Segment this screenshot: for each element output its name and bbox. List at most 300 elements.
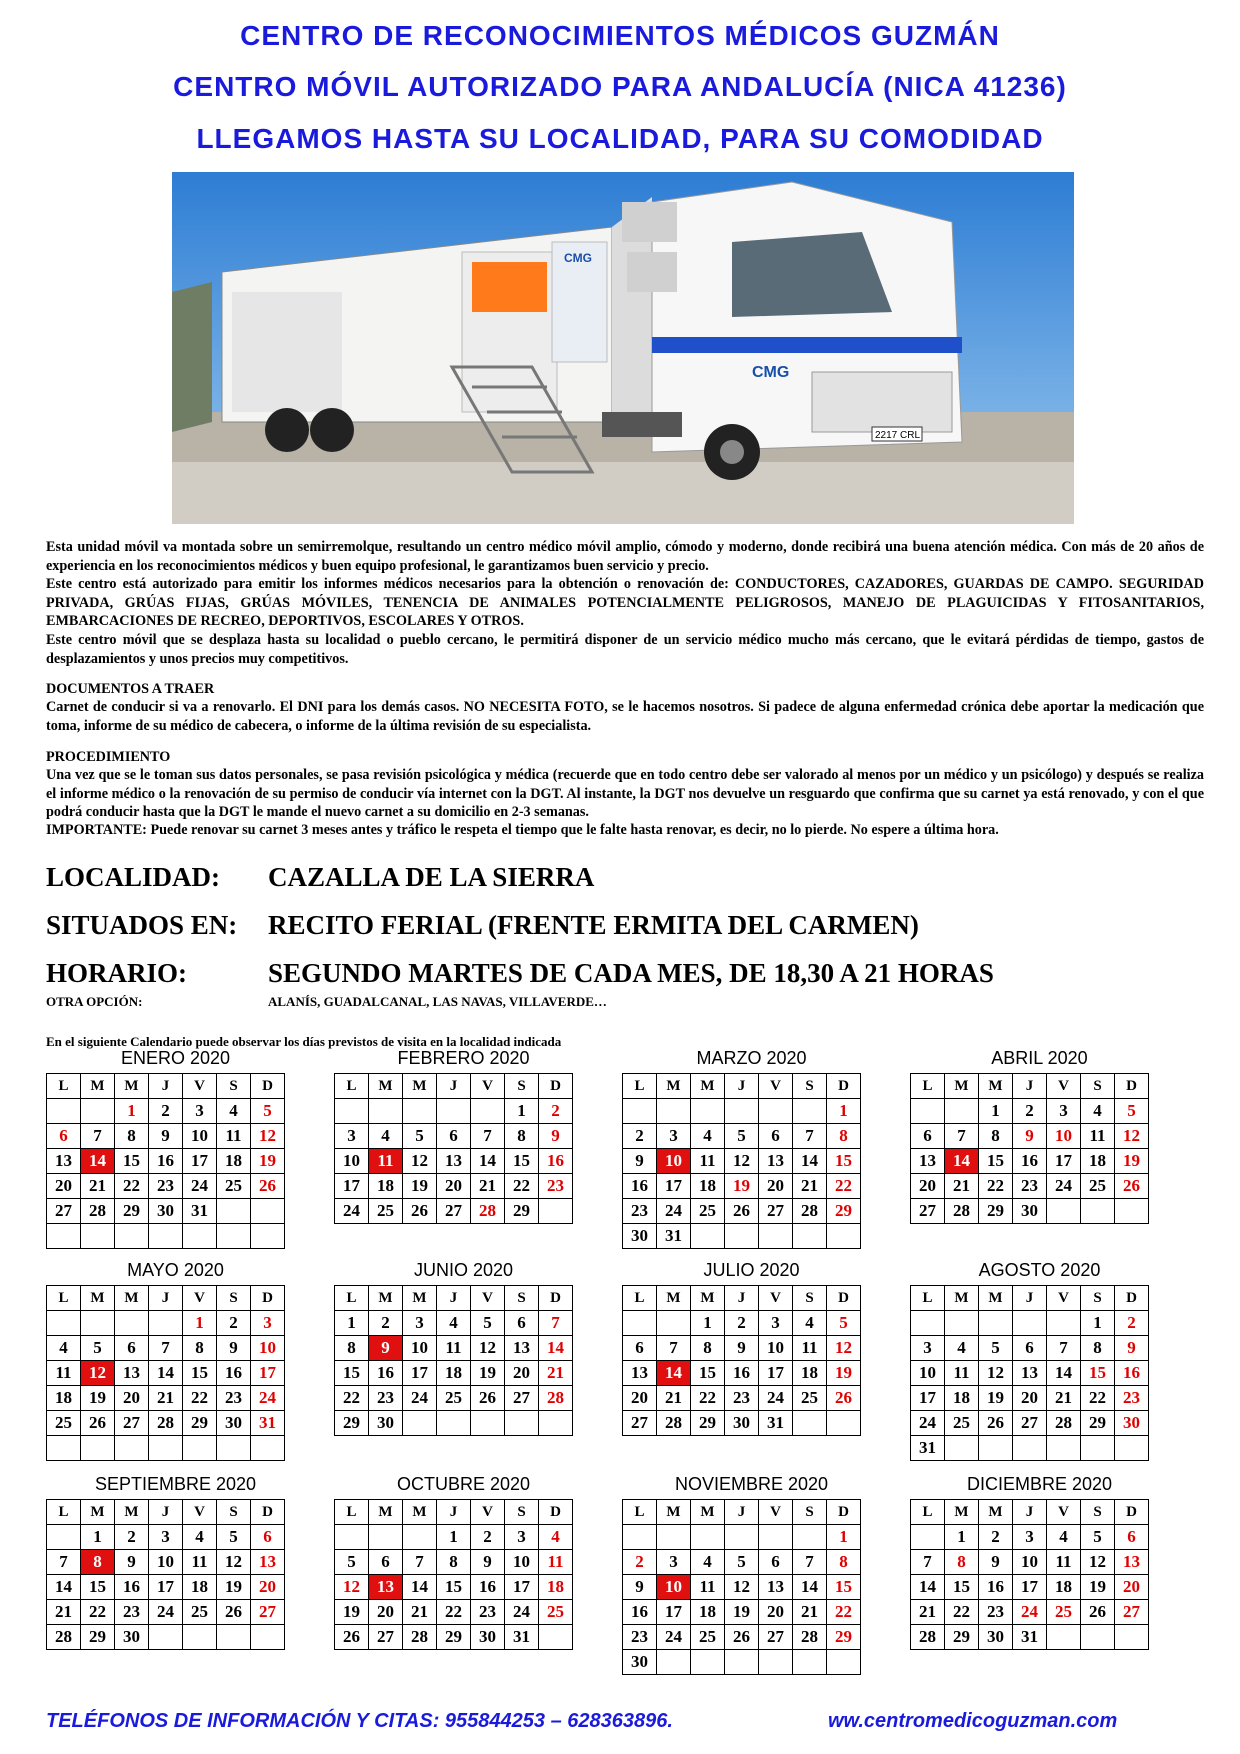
weekday-header: S (217, 1286, 251, 1311)
day-cell: 26 (217, 1600, 251, 1625)
localidad-label: LOCALIDAD: (46, 862, 221, 892)
day-cell: 20 (115, 1386, 149, 1411)
truck-plate: 2217 CRL (875, 430, 921, 441)
day-cell: 4 (183, 1525, 217, 1550)
day-cell: 2 (979, 1525, 1013, 1550)
day-cell: 4 (691, 1550, 725, 1575)
day-cell: 6 (437, 1124, 471, 1149)
day-cell: 2 (623, 1550, 657, 1575)
day-cell: 16 (471, 1575, 505, 1600)
day-cell: 5 (403, 1124, 437, 1149)
weekday-header: M (657, 1074, 691, 1099)
day-cell: 26 (81, 1411, 115, 1436)
day-cell: 22 (827, 1174, 861, 1199)
weekday-header: J (725, 1500, 759, 1525)
weekday-header: M (115, 1500, 149, 1525)
day-cell: 11 (217, 1124, 251, 1149)
weekday-header: M (403, 1500, 437, 1525)
visit-day-cell: 10 (657, 1575, 691, 1600)
weekday-header: S (1081, 1500, 1115, 1525)
day-cell: 13 (911, 1149, 945, 1174)
weekday-header: M (945, 1074, 979, 1099)
day-cell: 27 (437, 1199, 471, 1224)
day-cell: 30 (115, 1625, 149, 1650)
day-cell: 4 (437, 1311, 471, 1336)
day-cell: 8 (335, 1336, 369, 1361)
empty-day-cell (437, 1411, 471, 1436)
weekday-header: M (979, 1074, 1013, 1099)
svg-text:CMG: CMG (752, 364, 790, 381)
empty-day-cell (1013, 1436, 1047, 1461)
day-cell: 11 (1081, 1124, 1115, 1149)
weekday-header: J (149, 1074, 183, 1099)
day-cell: 29 (1081, 1411, 1115, 1436)
month-grid (334, 1499, 573, 1650)
day-cell: 6 (1115, 1525, 1149, 1550)
weekday-header: M (657, 1500, 691, 1525)
day-cell: 22 (335, 1386, 369, 1411)
weekday-header: V (183, 1074, 217, 1099)
day-cell: 10 (251, 1336, 285, 1361)
day-cell: 20 (1013, 1386, 1047, 1411)
day-cell: 21 (911, 1600, 945, 1625)
intro-paragraph-2: Este centro está autorizado para emitir los informes médicos necesarios para la obtención o renovación de: CONDUCTORES, CAZADORES, GUARDAS DE CAMPO. SEGURIDAD PRIVADA, GRÚAS FIJAS, GRÚAS MÓVILES, TENENCIA DE ANIMALES POTENCIALMENTE PELIGROSOS, MANEJO DE PLAGUICIDAS Y FITOSANITARIOS, EMBARCACIONES DE RECREO, DEPORTIVOS, ESCOLARES Y OTROS. (46, 576, 1204, 629)
day-cell: 16 (115, 1575, 149, 1600)
empty-day-cell (539, 1411, 573, 1436)
day-cell: 14 (911, 1575, 945, 1600)
empty-day-cell (1047, 1436, 1081, 1461)
day-cell: 27 (1013, 1411, 1047, 1436)
footer-website[interactable]: ww.centromedicoguzman.com (828, 1710, 1118, 1732)
month-grid (910, 1073, 1149, 1224)
day-cell: 13 (759, 1149, 793, 1174)
weekday-header: M (403, 1286, 437, 1311)
day-cell: 11 (437, 1336, 471, 1361)
day-cell: 14 (403, 1575, 437, 1600)
day-cell: 20 (759, 1174, 793, 1199)
day-cell: 15 (691, 1361, 725, 1386)
day-cell: 3 (149, 1525, 183, 1550)
empty-day-cell (657, 1311, 691, 1336)
day-cell: 24 (657, 1625, 691, 1650)
day-cell: 6 (251, 1525, 285, 1550)
day-cell: 22 (1081, 1386, 1115, 1411)
weekday-header: D (251, 1500, 285, 1525)
procedimiento-importante: IMPORTANTE: Puede renovar su carnet 3 meses antes y tráfico le respeta el tiempo que le falte hasta renovar, es decir, no lo pierde. No espere a última hora. (46, 822, 999, 838)
day-cell: 30 (217, 1411, 251, 1436)
day-cell: 5 (1115, 1099, 1149, 1124)
day-cell: 14 (471, 1149, 505, 1174)
day-cell: 16 (369, 1361, 403, 1386)
day-cell: 19 (1081, 1575, 1115, 1600)
empty-day-cell (251, 1436, 285, 1461)
weekday-header: L (911, 1500, 945, 1525)
empty-day-cell (1081, 1625, 1115, 1650)
day-cell: 17 (657, 1174, 691, 1199)
visit-day-cell: 12 (81, 1361, 115, 1386)
day-cell: 25 (369, 1199, 403, 1224)
day-cell: 21 (539, 1361, 573, 1386)
day-cell: 23 (149, 1174, 183, 1199)
day-cell: 14 (793, 1575, 827, 1600)
weekday-header: S (793, 1286, 827, 1311)
day-cell: 11 (691, 1149, 725, 1174)
day-cell: 16 (1115, 1361, 1149, 1386)
day-cell: 20 (437, 1174, 471, 1199)
horario-value: SEGUNDO MARTES DE CADA MES, DE 18,30 A 21 HORAS (268, 958, 994, 988)
documentos-title: DOCUMENTOS A TRAER (46, 681, 215, 697)
empty-day-cell (1081, 1199, 1115, 1224)
weekday-header: M (945, 1286, 979, 1311)
day-cell: 13 (505, 1336, 539, 1361)
weekday-header: M (81, 1074, 115, 1099)
day-cell: 20 (251, 1575, 285, 1600)
day-cell: 9 (149, 1124, 183, 1149)
weekday-header: M (691, 1500, 725, 1525)
day-cell: 14 (149, 1361, 183, 1386)
day-cell: 3 (657, 1124, 691, 1149)
weekday-header: D (1115, 1074, 1149, 1099)
weekday-header: L (47, 1074, 81, 1099)
month-grid (334, 1285, 573, 1436)
day-cell: 16 (217, 1361, 251, 1386)
day-cell: 1 (827, 1099, 861, 1124)
day-cell: 23 (115, 1600, 149, 1625)
day-cell: 1 (691, 1311, 725, 1336)
weekday-header: M (81, 1286, 115, 1311)
empty-day-cell (149, 1625, 183, 1650)
day-cell: 14 (539, 1336, 573, 1361)
day-cell: 26 (1115, 1174, 1149, 1199)
empty-day-cell (725, 1099, 759, 1124)
weekday-header: V (471, 1074, 505, 1099)
day-cell: 2 (471, 1525, 505, 1550)
day-cell: 3 (911, 1336, 945, 1361)
day-cell: 17 (1047, 1149, 1081, 1174)
empty-day-cell (827, 1224, 861, 1249)
empty-day-cell (911, 1525, 945, 1550)
day-cell: 7 (793, 1550, 827, 1575)
day-cell: 23 (217, 1386, 251, 1411)
weekday-header: V (759, 1286, 793, 1311)
day-cell: 15 (335, 1361, 369, 1386)
weekday-header: D (539, 1500, 573, 1525)
day-cell: 26 (725, 1199, 759, 1224)
day-cell: 28 (793, 1625, 827, 1650)
weekday-header: V (759, 1074, 793, 1099)
day-cell: 19 (979, 1386, 1013, 1411)
day-cell: 20 (369, 1600, 403, 1625)
day-cell: 28 (403, 1625, 437, 1650)
day-cell: 2 (217, 1311, 251, 1336)
day-cell: 2 (623, 1124, 657, 1149)
day-cell: 2 (1115, 1311, 1149, 1336)
weekday-header: S (793, 1074, 827, 1099)
month-grid (910, 1285, 1149, 1461)
empty-day-cell (623, 1099, 657, 1124)
day-cell: 31 (1013, 1625, 1047, 1650)
weekday-header: M (115, 1286, 149, 1311)
empty-day-cell (691, 1224, 725, 1249)
empty-day-cell (149, 1311, 183, 1336)
weekday-header: V (1047, 1286, 1081, 1311)
day-cell: 13 (1013, 1361, 1047, 1386)
day-cell: 27 (623, 1411, 657, 1436)
weekday-header: M (81, 1500, 115, 1525)
day-cell: 8 (827, 1124, 861, 1149)
empty-day-cell (81, 1436, 115, 1461)
day-cell: 30 (623, 1650, 657, 1675)
visit-day-cell: 14 (81, 1149, 115, 1174)
day-cell: 1 (183, 1311, 217, 1336)
empty-day-cell (217, 1224, 251, 1249)
weekday-header: J (149, 1500, 183, 1525)
day-cell: 3 (657, 1550, 691, 1575)
day-cell: 4 (945, 1336, 979, 1361)
otra-opcion-value: ALANÍS, GUADALCANAL, LAS NAVAS, VILLAVERDE… (268, 994, 607, 1009)
day-cell: 6 (115, 1336, 149, 1361)
day-cell: 23 (725, 1386, 759, 1411)
weekday-header: M (369, 1500, 403, 1525)
weekday-header: M (945, 1500, 979, 1525)
empty-day-cell (47, 1099, 81, 1124)
day-cell: 4 (1047, 1525, 1081, 1550)
weekday-header: L (623, 1500, 657, 1525)
weekday-header: M (369, 1286, 403, 1311)
weekday-header: M (657, 1286, 691, 1311)
day-cell: 26 (1081, 1600, 1115, 1625)
day-cell: 3 (1013, 1525, 1047, 1550)
day-cell: 15 (827, 1149, 861, 1174)
day-cell: 20 (505, 1361, 539, 1386)
header-line-3: LLEGAMOS HASTA SU LOCALIDAD, PARA SU COMODIDAD (196, 123, 1044, 154)
day-cell: 3 (403, 1311, 437, 1336)
day-cell: 31 (759, 1411, 793, 1436)
day-cell: 14 (1047, 1361, 1081, 1386)
day-cell: 1 (1081, 1311, 1115, 1336)
empty-day-cell (47, 1525, 81, 1550)
day-cell: 12 (217, 1550, 251, 1575)
empty-day-cell (793, 1650, 827, 1675)
empty-day-cell (759, 1224, 793, 1249)
weekday-header: V (183, 1500, 217, 1525)
procedimiento-text: Una vez que se le toman sus datos personales, se pasa revisión psicológica y médica (recuerde que en todo centro debe ser valorado al menos por un médico y un psicólogo) y después se realiza el informe médico o la renovación de su permiso de conducir vía internet con la DGT. Al instante, la DGT nos devuelve un resguardo que confirma que su carnet ya está renovado, y con el que podrá conducir hasta que la DGT le mande el nuevo carnet a su domicilio en 2-3 semanas. (46, 767, 1204, 820)
day-cell: 14 (793, 1149, 827, 1174)
day-cell: 11 (539, 1550, 573, 1575)
day-cell: 19 (471, 1361, 505, 1386)
day-cell: 30 (1115, 1411, 1149, 1436)
month-grid (622, 1499, 861, 1675)
day-cell: 29 (183, 1411, 217, 1436)
day-cell: 3 (759, 1311, 793, 1336)
day-cell: 15 (183, 1361, 217, 1386)
day-cell: 23 (1013, 1174, 1047, 1199)
month-title: JULIO 2020 (703, 1260, 800, 1280)
day-cell: 2 (1013, 1099, 1047, 1124)
weekday-header: L (47, 1286, 81, 1311)
day-cell: 13 (115, 1361, 149, 1386)
day-cell: 24 (149, 1600, 183, 1625)
empty-day-cell (793, 1525, 827, 1550)
empty-day-cell (505, 1411, 539, 1436)
month-title: DICIEMBRE 2020 (966, 1474, 1113, 1494)
day-cell: 2 (539, 1099, 573, 1124)
day-cell: 9 (623, 1575, 657, 1600)
day-cell: 24 (183, 1174, 217, 1199)
visit-day-cell: 11 (369, 1149, 403, 1174)
day-cell: 28 (47, 1625, 81, 1650)
day-cell: 17 (657, 1600, 691, 1625)
day-cell: 17 (251, 1361, 285, 1386)
day-cell: 20 (759, 1600, 793, 1625)
weekday-header: L (335, 1074, 369, 1099)
empty-day-cell (217, 1199, 251, 1224)
day-cell: 15 (979, 1149, 1013, 1174)
day-cell: 1 (115, 1099, 149, 1124)
day-cell: 6 (911, 1124, 945, 1149)
empty-day-cell (725, 1525, 759, 1550)
empty-day-cell (1047, 1311, 1081, 1336)
day-cell: 8 (945, 1550, 979, 1575)
weekday-header: J (1013, 1500, 1047, 1525)
day-cell: 17 (759, 1361, 793, 1386)
day-cell: 26 (403, 1199, 437, 1224)
day-cell: 11 (691, 1575, 725, 1600)
empty-day-cell (369, 1525, 403, 1550)
empty-day-cell (183, 1436, 217, 1461)
month-title: JUNIO 2020 (413, 1260, 514, 1280)
weekday-header: D (251, 1286, 285, 1311)
weekday-header: L (47, 1500, 81, 1525)
day-cell: 22 (437, 1600, 471, 1625)
day-cell: 27 (47, 1199, 81, 1224)
day-cell: 19 (217, 1575, 251, 1600)
weekday-header: S (217, 1500, 251, 1525)
empty-day-cell (1047, 1199, 1081, 1224)
day-cell: 1 (827, 1525, 861, 1550)
day-cell: 31 (251, 1411, 285, 1436)
day-cell: 18 (793, 1361, 827, 1386)
empty-day-cell (183, 1625, 217, 1650)
day-cell: 3 (335, 1124, 369, 1149)
day-cell: 20 (1115, 1575, 1149, 1600)
day-cell: 24 (1013, 1600, 1047, 1625)
day-cell: 18 (183, 1575, 217, 1600)
day-cell: 8 (979, 1124, 1013, 1149)
day-cell: 29 (945, 1625, 979, 1650)
visit-day-cell: 14 (945, 1149, 979, 1174)
weekday-header: J (149, 1286, 183, 1311)
visit-day-cell: 13 (369, 1575, 403, 1600)
situados-label: SITUADOS EN: (46, 910, 238, 940)
weekday-header: V (183, 1286, 217, 1311)
weekday-header: L (911, 1286, 945, 1311)
day-cell: 26 (827, 1386, 861, 1411)
day-cell: 6 (47, 1124, 81, 1149)
weekday-header: D (827, 1286, 861, 1311)
day-cell: 17 (149, 1575, 183, 1600)
day-cell: 21 (793, 1174, 827, 1199)
day-cell: 7 (471, 1124, 505, 1149)
day-cell: 29 (115, 1199, 149, 1224)
weekday-header: V (471, 1286, 505, 1311)
empty-day-cell (183, 1224, 217, 1249)
empty-day-cell (1047, 1625, 1081, 1650)
empty-day-cell (691, 1099, 725, 1124)
day-cell: 24 (403, 1386, 437, 1411)
day-cell: 18 (1047, 1575, 1081, 1600)
day-cell: 9 (725, 1336, 759, 1361)
day-cell: 29 (335, 1411, 369, 1436)
empty-day-cell (725, 1224, 759, 1249)
day-cell: 5 (251, 1099, 285, 1124)
day-cell: 12 (827, 1336, 861, 1361)
day-cell: 23 (623, 1199, 657, 1224)
day-cell: 4 (47, 1336, 81, 1361)
day-cell: 22 (945, 1600, 979, 1625)
month-title: SEPTIEMBRE 2020 (94, 1474, 257, 1494)
day-cell: 6 (369, 1550, 403, 1575)
day-cell: 19 (335, 1600, 369, 1625)
day-cell: 18 (691, 1600, 725, 1625)
day-cell: 26 (725, 1625, 759, 1650)
day-cell: 7 (793, 1124, 827, 1149)
day-cell: 11 (1047, 1550, 1081, 1575)
day-cell: 4 (217, 1099, 251, 1124)
empty-day-cell (623, 1311, 657, 1336)
day-cell: 1 (945, 1525, 979, 1550)
empty-day-cell (115, 1311, 149, 1336)
day-cell: 23 (369, 1386, 403, 1411)
weekday-header: S (505, 1286, 539, 1311)
day-cell: 21 (471, 1174, 505, 1199)
day-cell: 9 (115, 1550, 149, 1575)
day-cell: 12 (1115, 1124, 1149, 1149)
day-cell: 29 (81, 1625, 115, 1650)
day-cell: 22 (827, 1600, 861, 1625)
situados-value: RECITO FERIAL (FRENTE ERMITA DEL CARMEN) (268, 910, 919, 940)
day-cell: 25 (217, 1174, 251, 1199)
truck-brand-text: CMG (564, 251, 592, 265)
empty-day-cell (251, 1199, 285, 1224)
day-cell: 8 (183, 1336, 217, 1361)
day-cell: 12 (725, 1149, 759, 1174)
empty-day-cell (81, 1099, 115, 1124)
day-cell: 8 (115, 1124, 149, 1149)
day-cell: 30 (149, 1199, 183, 1224)
empty-day-cell (657, 1525, 691, 1550)
weekday-header: J (725, 1286, 759, 1311)
weekday-header: D (1115, 1500, 1149, 1525)
day-cell: 7 (149, 1336, 183, 1361)
day-cell: 27 (911, 1199, 945, 1224)
visit-day-cell: 10 (657, 1149, 691, 1174)
day-cell: 17 (505, 1575, 539, 1600)
day-cell: 9 (1013, 1124, 1047, 1149)
day-cell: 23 (471, 1600, 505, 1625)
month-title: OCTUBRE 2020 (396, 1474, 531, 1494)
day-cell: 23 (979, 1600, 1013, 1625)
day-cell: 20 (623, 1386, 657, 1411)
day-cell: 7 (403, 1550, 437, 1575)
day-cell: 29 (437, 1625, 471, 1650)
empty-day-cell (115, 1224, 149, 1249)
day-cell: 29 (505, 1199, 539, 1224)
month-grid (622, 1285, 861, 1436)
empty-day-cell (149, 1224, 183, 1249)
day-cell: 14 (47, 1575, 81, 1600)
day-cell: 24 (505, 1600, 539, 1625)
